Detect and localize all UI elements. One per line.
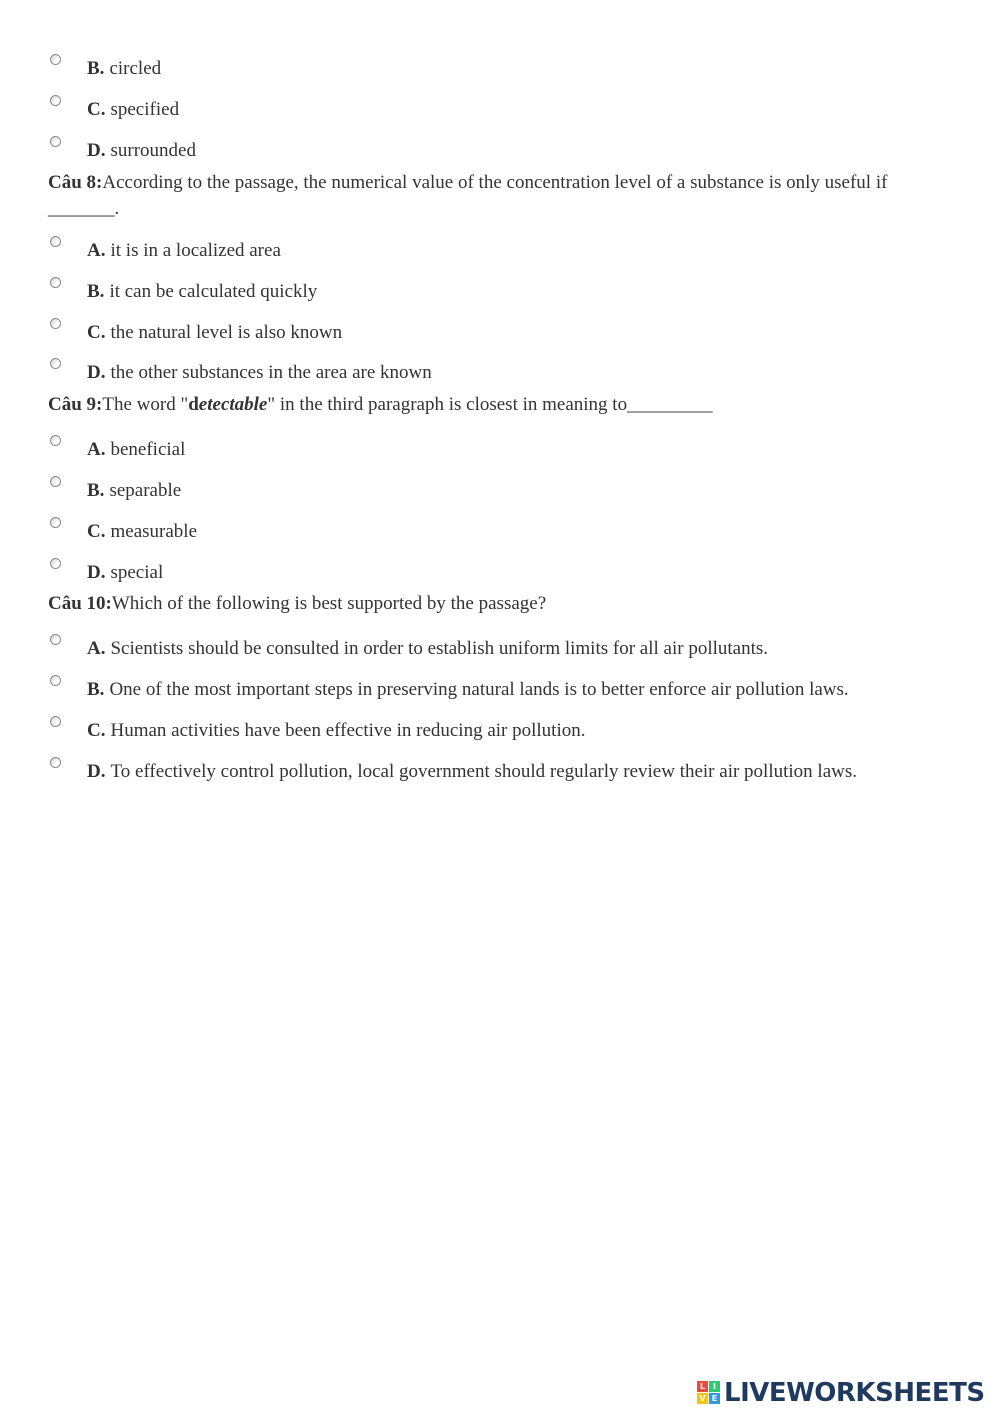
option-letter: B. xyxy=(87,480,105,501)
question-label: Câu 10: xyxy=(48,593,112,614)
radio-button[interactable] xyxy=(50,517,61,528)
q10-option-a[interactable] xyxy=(48,634,948,664)
radio-button[interactable] xyxy=(50,675,61,686)
option-letter: D. xyxy=(87,562,106,583)
question-text-before: The word " xyxy=(102,394,189,415)
radio-button[interactable] xyxy=(50,757,61,768)
radio-button[interactable] xyxy=(50,558,61,569)
option-letter: B. xyxy=(87,281,105,302)
q7-option-c[interactable] xyxy=(48,95,948,125)
option-text: One of the most important steps in preserving natural lands is to better enforce air pollution laws. xyxy=(109,679,849,700)
answer-blank: _______. xyxy=(48,198,120,219)
q8-option-b[interactable] xyxy=(48,277,948,307)
radio-button[interactable] xyxy=(50,95,61,106)
option-text: measurable xyxy=(110,521,197,542)
option-text: specified xyxy=(110,99,180,120)
q8-option-c[interactable] xyxy=(48,318,948,348)
radio-button[interactable] xyxy=(50,54,61,65)
logo-tile-l: L xyxy=(697,1381,708,1392)
option-text: the other substances in the area are known xyxy=(110,362,432,383)
option-text: surrounded xyxy=(110,140,196,161)
radio-button[interactable] xyxy=(50,476,61,487)
option-letter: A. xyxy=(87,638,106,659)
logo-text: LIVEWORKSHEETS xyxy=(724,1378,985,1408)
q9-option-c[interactable] xyxy=(48,517,948,547)
option-letter: B. xyxy=(87,58,105,79)
option-letter: A. xyxy=(87,439,106,460)
q9-option-b[interactable] xyxy=(48,476,948,506)
q8-option-a[interactable] xyxy=(48,236,948,266)
option-text: it is in a localized area xyxy=(110,240,281,261)
radio-button[interactable] xyxy=(50,136,61,147)
option-letter: C. xyxy=(87,322,106,343)
option-text: separable xyxy=(109,480,182,501)
q7-option-d[interactable] xyxy=(48,136,948,166)
logo-tile-i: I xyxy=(709,1381,720,1392)
radio-button[interactable] xyxy=(50,634,61,645)
question-text: Which of the following is best supported by the passage? xyxy=(111,593,547,614)
option-letter: B. xyxy=(87,679,105,700)
q10-option-c[interactable] xyxy=(48,716,948,746)
option-text: the natural level is also known xyxy=(110,322,343,343)
radio-button[interactable] xyxy=(50,277,61,288)
question-label: Câu 8: xyxy=(48,172,103,193)
radio-button[interactable] xyxy=(50,716,61,727)
q7-option-b[interactable] xyxy=(48,54,948,84)
q10-option-b[interactable] xyxy=(48,675,948,705)
q10-option-d[interactable] xyxy=(48,757,948,787)
option-letter: D. xyxy=(87,140,106,161)
option-letter: A. xyxy=(87,240,106,261)
option-text: special xyxy=(110,562,164,583)
option-text: To effectively control pollution, local government should regularly review their air pollution laws. xyxy=(110,761,857,782)
logo-mark-icon xyxy=(697,1381,721,1405)
q9-option-a[interactable] xyxy=(48,435,948,465)
option-text: circled xyxy=(109,58,162,79)
q9-option-d[interactable] xyxy=(48,558,948,588)
option-letter: C. xyxy=(87,720,106,741)
option-text: Human activities have been effective in reducing air pollution. xyxy=(110,720,586,741)
logo-tile-v: V xyxy=(697,1393,708,1404)
option-letter: D. xyxy=(87,362,106,383)
question-10 xyxy=(48,591,948,617)
option-letter: C. xyxy=(87,99,106,120)
radio-button[interactable] xyxy=(50,435,61,446)
highlight-word-rest: etectable xyxy=(198,394,268,415)
radio-button[interactable] xyxy=(50,236,61,247)
question-text: According to the passage, the numerical value of the concentration level of a substance is only useful if xyxy=(102,172,888,193)
question-text-after: " in the third paragraph is closest in meaning to_________ xyxy=(267,394,713,415)
option-text: Scientists should be consulted in order to establish uniform limits for all air pollutants. xyxy=(110,638,769,659)
question-8 xyxy=(48,170,948,222)
radio-button[interactable] xyxy=(50,358,61,369)
liveworksheets-logo xyxy=(697,1378,985,1408)
radio-button[interactable] xyxy=(50,318,61,329)
logo-tile-e: E xyxy=(709,1393,720,1404)
option-text: beneficial xyxy=(110,439,186,460)
option-letter: D. xyxy=(87,761,106,782)
option-letter: C. xyxy=(87,521,106,542)
question-label: Câu 9: xyxy=(48,394,103,415)
q8-option-d[interactable] xyxy=(48,358,948,388)
highlight-word-first: d xyxy=(188,394,199,415)
question-9 xyxy=(48,392,948,418)
option-text: it can be calculated quickly xyxy=(109,281,318,302)
